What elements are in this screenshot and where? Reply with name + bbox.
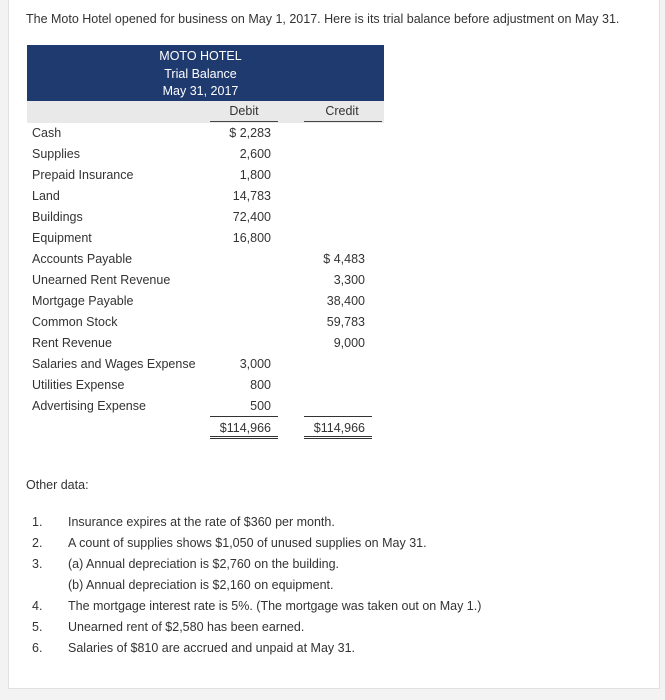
note-text: Salaries of $810 are accrued and unpaid at May 31. <box>68 641 355 655</box>
account-name: Land <box>32 189 60 203</box>
note-number: 2. <box>32 536 43 550</box>
table-row <box>0 210 400 231</box>
table-row <box>0 357 400 378</box>
table-row <box>0 336 400 357</box>
debit-amount: 800 <box>250 378 271 392</box>
debit-total-rule <box>210 416 278 417</box>
note-text: (a) Annual depreciation is $2,760 on the building. <box>68 557 340 571</box>
trial-balance-header <box>27 45 384 101</box>
other-data-label: Other data: <box>26 478 89 492</box>
account-name: Supplies <box>32 147 80 161</box>
total-debit: $114,966 <box>219 421 271 435</box>
table-row <box>0 273 400 294</box>
account-name: Common Stock <box>32 315 118 329</box>
account-name: Unearned Rent Revenue <box>32 273 171 287</box>
debit-amount: 500 <box>250 399 271 413</box>
table-row <box>0 231 400 252</box>
note-text: A count of supplies shows $1,050 of unused supplies on May 31. <box>68 536 427 550</box>
account-name: Prepaid Insurance <box>32 168 134 182</box>
note-number: 5. <box>32 620 43 634</box>
note-text: The mortgage interest rate is 5%. (The mortgage was taken out on May 1.) <box>68 599 482 613</box>
debit-amount: $ 2,283 <box>229 126 271 140</box>
table-row <box>0 126 400 147</box>
company-name: MOTO HOTEL <box>159 49 242 63</box>
debit-amount: 72,400 <box>232 210 271 224</box>
account-name: Advertising Expense <box>32 399 146 413</box>
account-name: Rent Revenue <box>32 336 112 350</box>
credit-amount: 9,000 <box>333 336 365 350</box>
debit-double-underline <box>210 436 278 439</box>
note-text: Insurance expires at the rate of $360 per month. <box>68 515 335 529</box>
table-row <box>0 252 400 273</box>
debit-amount: 1,800 <box>239 168 271 182</box>
credit-total-rule <box>304 416 372 417</box>
note-number: 4. <box>32 599 43 613</box>
debit-amount: 14,783 <box>232 189 271 203</box>
debit-amount: 3,000 <box>239 357 271 371</box>
credit-amount: 3,300 <box>333 273 365 287</box>
credit-amount: 59,783 <box>326 315 365 329</box>
account-name: Equipment <box>32 231 92 245</box>
debit-header-underline <box>210 121 278 122</box>
table-row <box>0 294 400 315</box>
account-name: Buildings <box>32 210 83 224</box>
account-name: Mortgage Payable <box>32 294 134 308</box>
credit-header-underline <box>304 121 382 122</box>
table-row <box>0 189 400 210</box>
account-name: Salaries and Wages Expense <box>32 357 196 371</box>
account-name: Accounts Payable <box>32 252 133 266</box>
credit-column-header: Credit <box>325 104 359 118</box>
table-row <box>0 168 400 189</box>
credit-double-underline <box>304 436 372 439</box>
intro-text: The Moto Hotel opened for business on May 1, 2017. Here is its trial balance before adjustment on May 31. <box>26 12 620 26</box>
note-number: 6. <box>32 641 43 655</box>
credit-amount: 38,400 <box>326 294 365 308</box>
credit-amount: $ 4,483 <box>323 252 365 266</box>
total-credit: $114,966 <box>313 421 365 435</box>
note-number: 1. <box>32 515 43 529</box>
table-row <box>0 378 400 399</box>
note-text: Unearned rent of $2,580 has been earned. <box>68 620 305 634</box>
debit-column-header: Debit <box>229 104 259 118</box>
note-text: (b) Annual depreciation is $2,160 on equipment. <box>68 578 334 592</box>
table-row <box>0 315 400 336</box>
account-name: Utilities Expense <box>32 378 125 392</box>
statement-name: Trial Balance <box>164 66 237 81</box>
table-row <box>0 147 400 168</box>
statement-date: May 31, 2017 <box>162 84 239 98</box>
account-name: Cash <box>32 126 62 140</box>
debit-amount: 16,800 <box>232 231 271 245</box>
note-number: 3. <box>32 557 43 571</box>
debit-amount: 2,600 <box>239 147 271 161</box>
